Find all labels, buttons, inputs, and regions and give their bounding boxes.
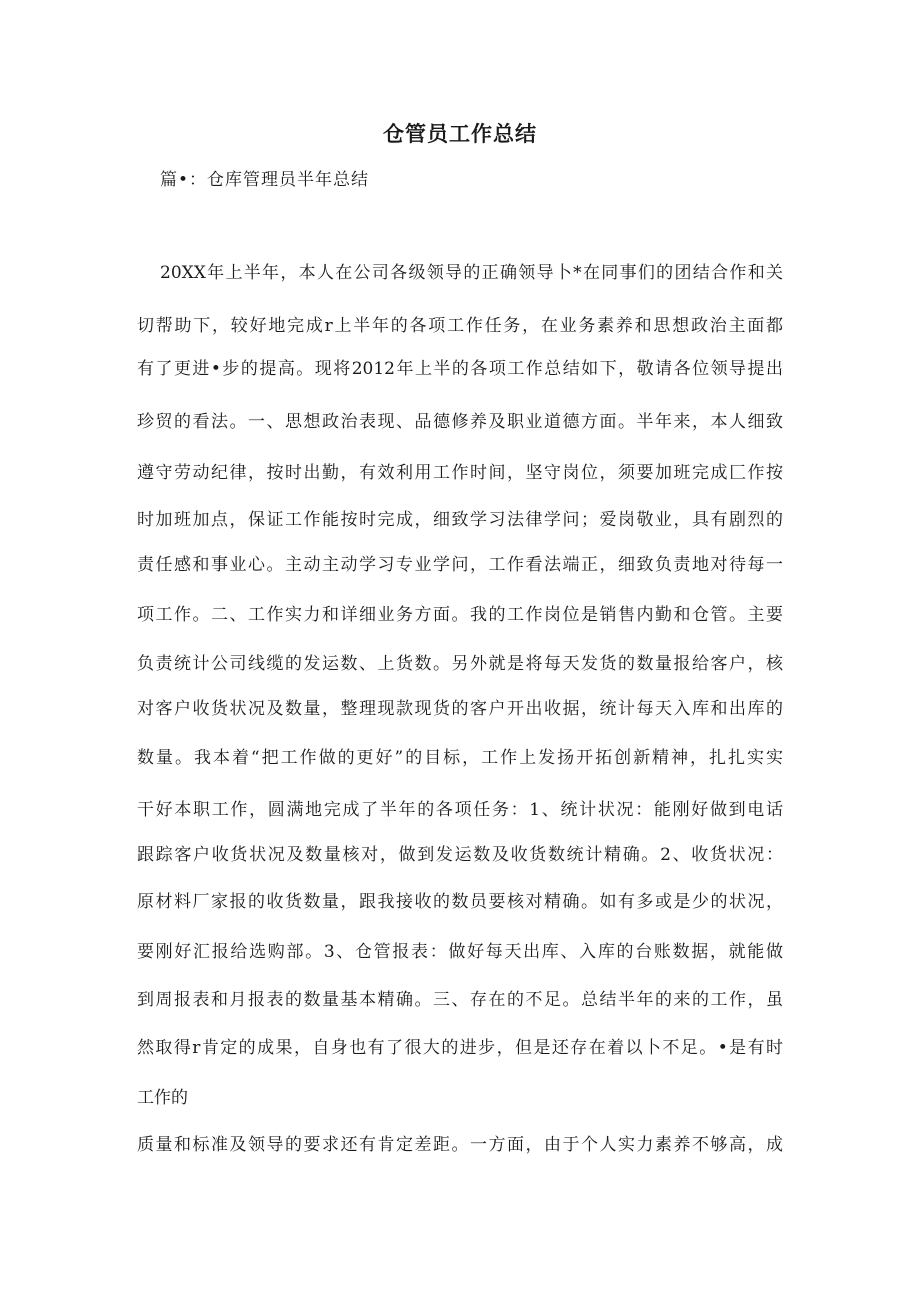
paragraph-line: 到周报表和月报表的数量基本精确。三、存在的不足。总结半年的来的工作，虽 — [137, 990, 783, 1010]
paragraph-line: 原材料厂家报的收货数量，跟我接收的数员要核对精确。如有多或是少的状况， — [137, 892, 783, 912]
paragraph-line: 数量。我本着“把工作做的更好”的目标，工作上发扬开拓创新精神，扎扎实实 — [137, 748, 783, 768]
paragraph-line: 跟踪客户收货状况及数量核对，做到发运数及收货数统计精确。2、收货状况： — [137, 845, 783, 865]
paragraph-line: 要刚好汇报给选购部。3、仓管报表：做好每天出库、入库的台账数据，就能做 — [137, 942, 783, 962]
document-subtitle: 篇•：仓库管理员半年总结 — [160, 170, 370, 190]
paragraph-line: 时加班加点，保证工作能按时完成，细致学习法律学问；爱岗敬业，具有剧烈的 — [137, 510, 783, 530]
paragraph-line: 对客户收货状况及数量，整理现款现货的客户开出收据，统计每天入库和出库的 — [137, 699, 783, 719]
document-title: 仓管员工作总结 — [383, 121, 537, 146]
paragraph-line: 20XX年上半年，本人在公司各级领导的正确领导卜*在同事们的团结合作和关 — [160, 263, 783, 283]
paragraph-line: 然取得r肯定的成果，自身也有了很大的进步，但是还存在着以卜不足。•是有时 — [137, 1038, 783, 1058]
paragraph-line: 质量和标准及领导的要求还有肯定差距。一方面，由于个人实力素养不够高，成 — [137, 1135, 783, 1155]
paragraph-line: 负责统计公司线缆的发运数、上货数。另外就是将每天发货的数量报给客户，核 — [137, 654, 783, 674]
paragraph-line: 工作的 — [137, 1088, 188, 1108]
paragraph-line: 有了更进•步的提高。现将2012年上半的各项工作总结如下，敬请各位领导提出 — [137, 359, 783, 379]
paragraph-line: 干好本职工作，圆满地完成了半年的各项任务：1、统计状况：能刚好做到电话 — [137, 800, 783, 820]
paragraph-line: 切帮助下，较好地完成r上半年的各项工作任务，在业务素养和思想政治主面都 — [137, 316, 783, 336]
paragraph-line: 责任感和事业心。主动主动学习专业学问，工作看法端正，细致负责地对待每一 — [137, 555, 783, 575]
paragraph-line: 珍贸的看法。一、思想政治表现、品德修养及职业道德方面。半年来，本人细致 — [137, 412, 783, 432]
paragraph-line: 遵守劳动纪律，按时出勤，有效利用工作时间，坚守岗位，须要加班完成匚作按 — [137, 463, 783, 483]
paragraph-line: 项工作。二、工作实力和详细业务方面。我的工作岗位是销售内勤和仓管。主要 — [137, 605, 783, 625]
